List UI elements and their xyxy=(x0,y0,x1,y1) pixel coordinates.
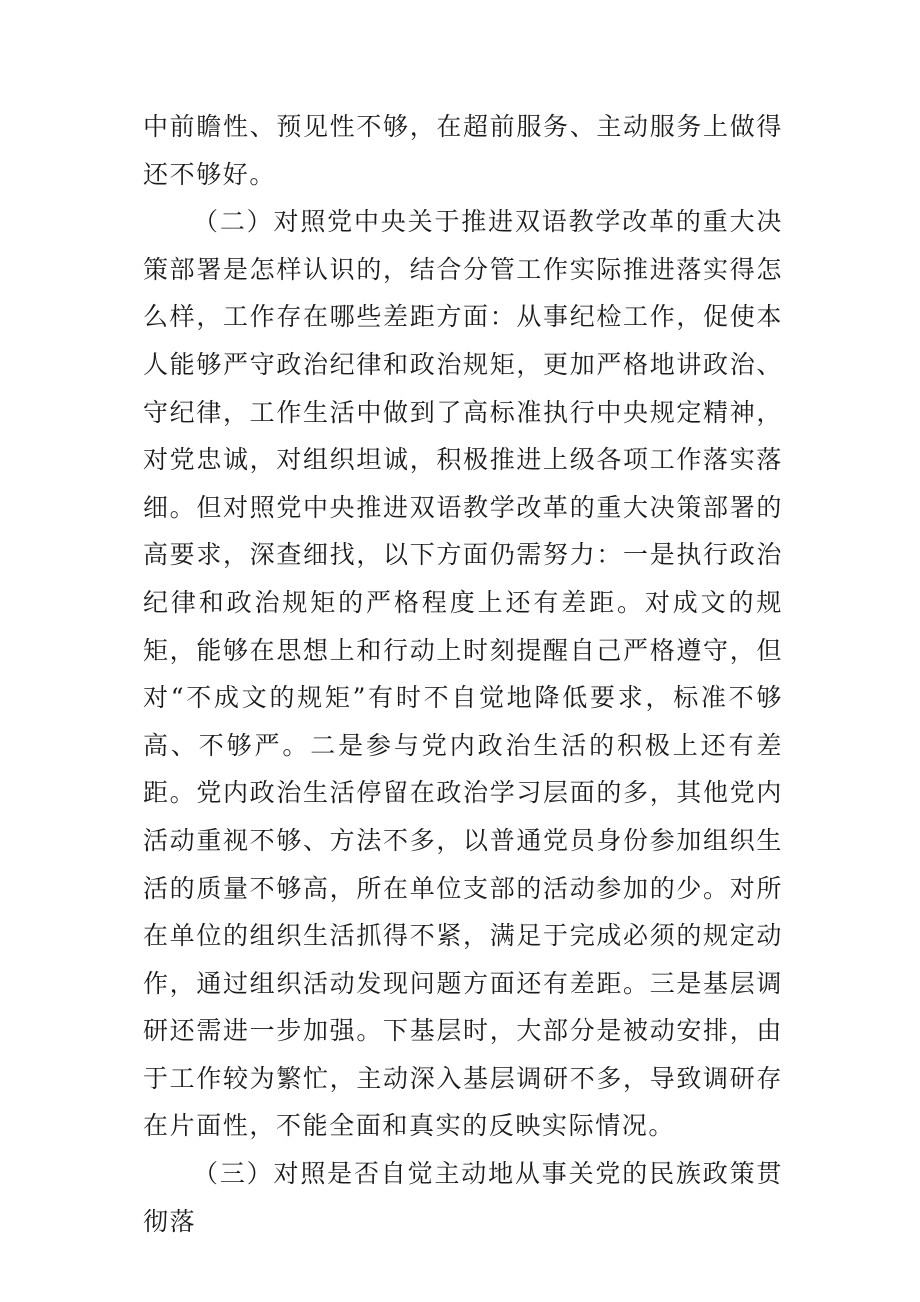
paragraph-section-two: （二）对照党中央关于推进双语教学改革的重大决策部署是怎样认识的，结合分管工作实际推进落实得怎么样，工作存在哪些差距方面：从事纪检工作，促使本人能够严守政治纪律和政治规矩，更加严格地讲政治、守纪律，工作生活中做到了高标准执行中央规定精神，对党忠诚，对组织坦诚，积极推进上级各项工作落实落细。但对照党中央推进双语教学改革的重大决策部署的高要求，深查细找，以下方面仍需努力：一是执行政治纪律和政治规矩的严格程度上还有差距。对成文的规矩，能够在思想上和行动上时刻提醒自己严格遵守，但对“不成文的规矩”有时不自觉地降低要求，标准不够高、不够严。二是参与党内政治生活的积极上还有差距。党内政治生活停留在政治学习层面的多，其他党内活动重视不够、方法不多，以普通党员身份参加组织生活的质量不够高，所在单位支部的活动参加的少。对所在单位的组织生活抓得不紧，满足于完成必须的规定动作，通过组织活动发现问题方面还有差距。三是基层调研还需进一步加强。下基层时，大部分是被动安排，由于工作较为繁忙，主动深入基层调研不多，导致调研存在片面性，不能全面和真实的反映实际情况。 xyxy=(143,207,783,1141)
document-body xyxy=(143,103,783,1245)
paragraph-continuation: 中前瞻性、预见性不够，在超前服务、主动服务上做得还不够好。 xyxy=(143,112,783,189)
paragraph-section-three: （三）对照是否自觉主动地从事关党的民族政策贯彻落 xyxy=(143,1159,783,1236)
